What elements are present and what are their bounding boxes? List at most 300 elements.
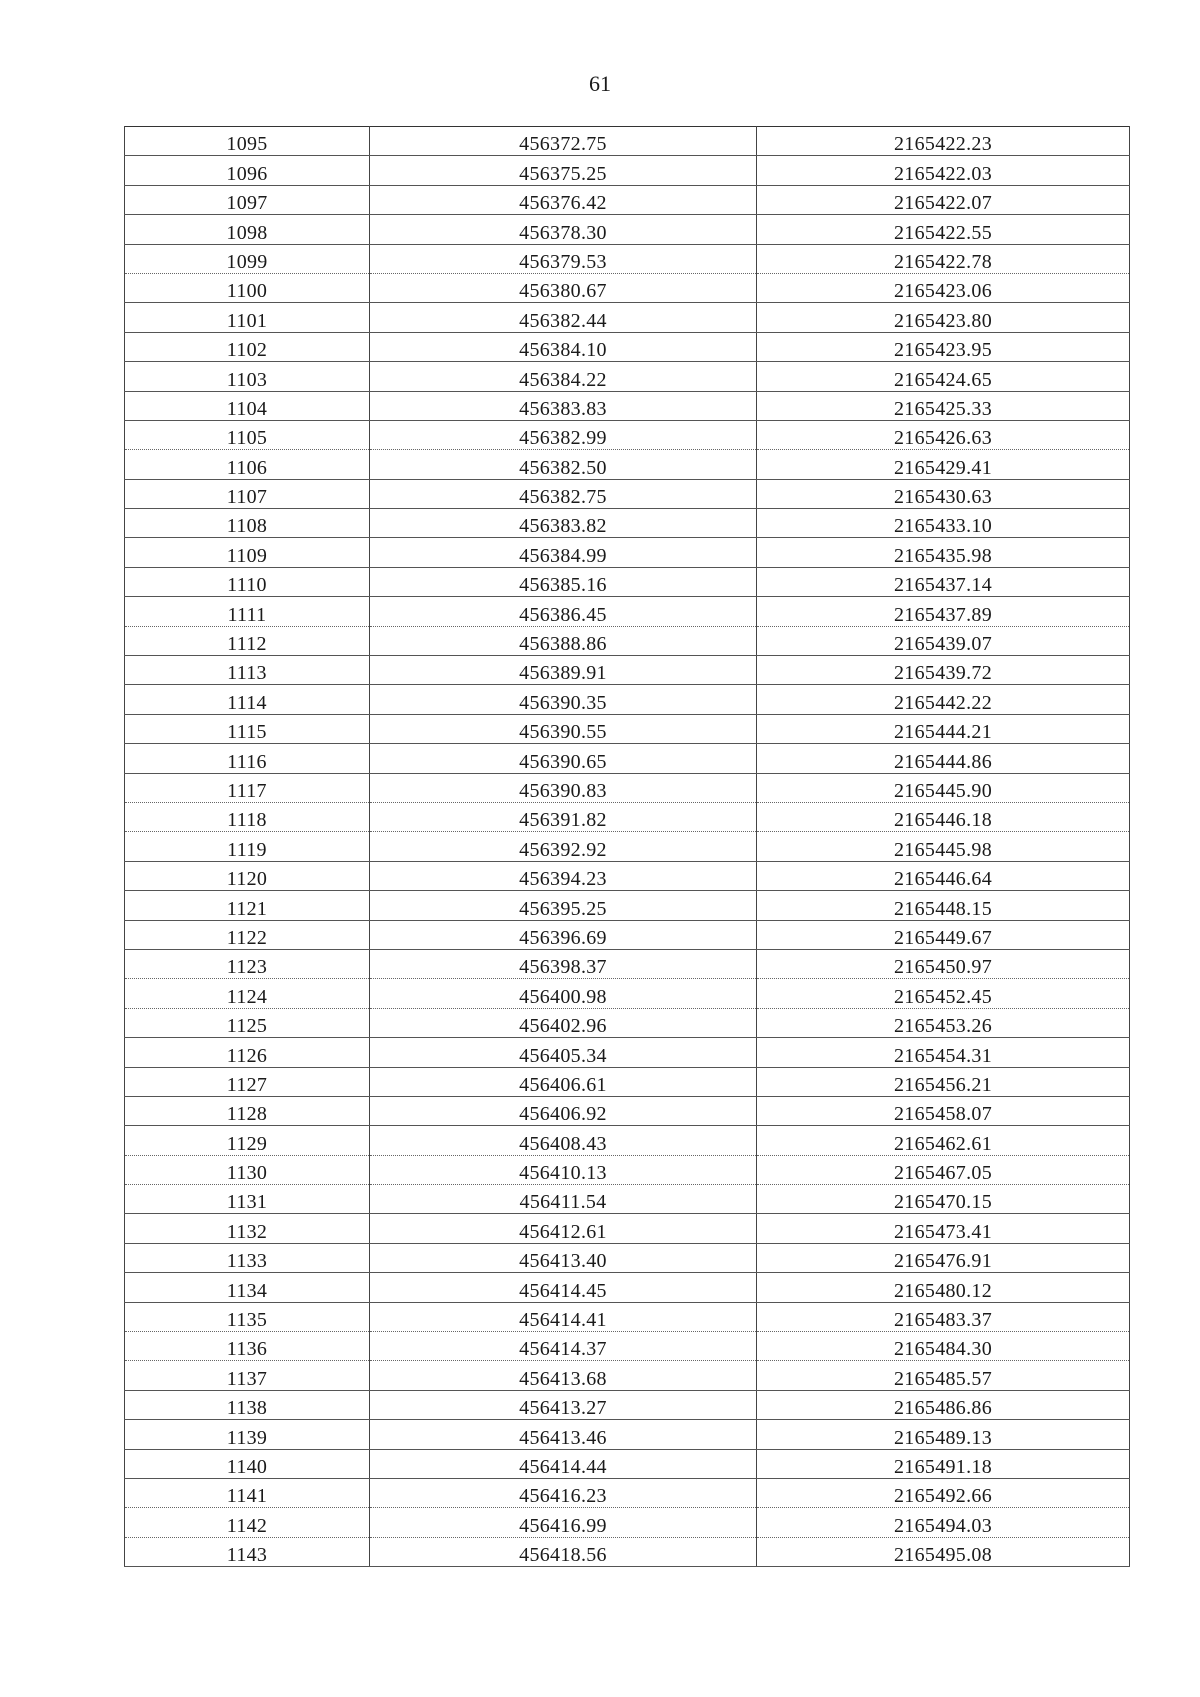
x-coordinate-cell <box>370 685 757 714</box>
y-coordinate-value: 2165485.57 <box>894 1367 992 1390</box>
table-row <box>125 1273 1130 1302</box>
point-id-value: 1124 <box>226 985 268 1008</box>
y-coordinate-cell <box>757 509 1130 538</box>
y-coordinate-cell <box>757 920 1130 949</box>
table-row <box>125 1185 1130 1214</box>
y-coordinate-value: 2165446.18 <box>894 809 992 832</box>
x-coordinate-cell <box>370 802 757 831</box>
y-coordinate-cell <box>757 1243 1130 1272</box>
table-row <box>125 362 1130 391</box>
point-id-cell <box>125 1537 370 1566</box>
y-coordinate-cell <box>757 1126 1130 1155</box>
x-coordinate-value: 456418.56 <box>519 1544 607 1567</box>
point-id-value: 1107 <box>226 486 268 509</box>
y-coordinate-cell <box>757 362 1130 391</box>
x-coordinate-value: 456394.23 <box>519 868 607 891</box>
point-id-cell <box>125 1243 370 1272</box>
y-coordinate-cell <box>757 156 1130 185</box>
y-coordinate-cell <box>757 479 1130 508</box>
x-coordinate-cell <box>370 597 757 626</box>
table-row <box>125 597 1130 626</box>
table-row <box>125 1126 1130 1155</box>
y-coordinate-value: 2165423.06 <box>894 280 992 303</box>
x-coordinate-cell <box>370 1302 757 1331</box>
x-coordinate-cell <box>370 920 757 949</box>
y-coordinate-cell <box>757 1302 1130 1331</box>
y-coordinate-value: 2165429.41 <box>894 456 992 479</box>
x-coordinate-cell <box>370 1126 757 1155</box>
table-row <box>125 303 1130 332</box>
x-coordinate-cell <box>370 1449 757 1478</box>
point-id-value: 1098 <box>226 221 268 244</box>
table-row <box>125 744 1130 773</box>
y-coordinate-value: 2165422.03 <box>894 162 992 185</box>
y-coordinate-value: 2165492.66 <box>894 1485 992 1508</box>
y-coordinate-cell <box>757 391 1130 420</box>
y-coordinate-cell <box>757 714 1130 743</box>
point-id-value: 1142 <box>226 1514 268 1537</box>
table-row <box>125 567 1130 596</box>
y-coordinate-value: 2165435.98 <box>894 544 992 567</box>
x-coordinate-cell <box>370 832 757 861</box>
x-coordinate-value: 456390.65 <box>519 750 607 773</box>
y-coordinate-value: 2165458.07 <box>894 1103 992 1126</box>
y-coordinate-value: 2165442.22 <box>894 691 992 714</box>
x-coordinate-value: 456383.83 <box>519 397 607 420</box>
x-coordinate-cell <box>370 744 757 773</box>
point-id-cell <box>125 215 370 244</box>
x-coordinate-cell <box>370 332 757 361</box>
point-id-cell <box>125 1155 370 1184</box>
point-id-value: 1120 <box>226 868 268 891</box>
x-coordinate-value: 456392.92 <box>519 838 607 861</box>
table-row <box>125 1096 1130 1125</box>
x-coordinate-value: 456388.86 <box>519 633 607 656</box>
y-coordinate-cell <box>757 1478 1130 1507</box>
x-coordinate-value: 456382.75 <box>519 486 607 509</box>
x-coordinate-cell <box>370 1243 757 1272</box>
point-id-value: 1097 <box>226 192 268 215</box>
point-id-value: 1130 <box>226 1162 268 1185</box>
y-coordinate-value: 2165422.07 <box>894 192 992 215</box>
x-coordinate-value: 456405.34 <box>519 1044 607 1067</box>
y-coordinate-cell <box>757 567 1130 596</box>
x-coordinate-cell <box>370 861 757 890</box>
point-id-value: 1108 <box>226 515 268 538</box>
y-coordinate-cell <box>757 1096 1130 1125</box>
y-coordinate-cell <box>757 127 1130 156</box>
point-id-cell <box>125 1302 370 1331</box>
table-row <box>125 1008 1130 1037</box>
table-row <box>125 127 1130 156</box>
y-coordinate-value: 2165423.95 <box>894 339 992 362</box>
y-coordinate-cell <box>757 656 1130 685</box>
x-coordinate-cell <box>370 626 757 655</box>
point-id-value: 1137 <box>226 1367 268 1390</box>
x-coordinate-cell <box>370 567 757 596</box>
point-id-cell <box>125 479 370 508</box>
x-coordinate-value: 456375.25 <box>519 162 607 185</box>
x-coordinate-cell <box>370 1067 757 1096</box>
x-coordinate-cell <box>370 273 757 302</box>
y-coordinate-value: 2165494.03 <box>894 1514 992 1537</box>
x-coordinate-value: 456390.35 <box>519 691 607 714</box>
x-coordinate-value: 456406.61 <box>519 1073 607 1096</box>
x-coordinate-value: 456408.43 <box>519 1132 607 1155</box>
point-id-cell <box>125 1008 370 1037</box>
x-coordinate-value: 456376.42 <box>519 192 607 215</box>
point-id-value: 1117 <box>227 779 267 802</box>
y-coordinate-cell <box>757 597 1130 626</box>
x-coordinate-value: 456414.37 <box>519 1338 607 1361</box>
point-id-value: 1096 <box>226 162 268 185</box>
x-coordinate-cell <box>370 1214 757 1243</box>
y-coordinate-cell <box>757 1361 1130 1390</box>
point-id-value: 1126 <box>226 1044 268 1067</box>
x-coordinate-value: 456414.41 <box>519 1309 607 1332</box>
y-coordinate-value: 2165445.90 <box>894 779 992 802</box>
table-row <box>125 215 1130 244</box>
x-coordinate-value: 456402.96 <box>519 1015 607 1038</box>
y-coordinate-cell <box>757 215 1130 244</box>
x-coordinate-cell <box>370 538 757 567</box>
x-coordinate-value: 456398.37 <box>519 956 607 979</box>
y-coordinate-cell <box>757 949 1130 978</box>
y-coordinate-cell <box>757 1067 1130 1096</box>
y-coordinate-cell <box>757 626 1130 655</box>
point-id-value: 1100 <box>226 280 268 303</box>
point-id-cell <box>125 362 370 391</box>
coordinates-table-body <box>125 127 1130 1567</box>
x-coordinate-value: 456413.40 <box>519 1250 607 1273</box>
point-id-cell <box>125 1390 370 1419</box>
point-id-value: 1118 <box>227 809 267 832</box>
y-coordinate-cell <box>757 185 1130 214</box>
table-row <box>125 656 1130 685</box>
table-row <box>125 420 1130 449</box>
x-coordinate-value: 456383.82 <box>519 515 607 538</box>
x-coordinate-value: 456384.10 <box>519 339 607 362</box>
y-coordinate-cell <box>757 1155 1130 1184</box>
point-id-value: 1143 <box>226 1544 268 1567</box>
point-id-value: 1112 <box>227 633 267 656</box>
point-id-value: 1111 <box>227 603 267 626</box>
y-coordinate-cell <box>757 1273 1130 1302</box>
point-id-value: 1099 <box>226 250 268 273</box>
point-id-cell <box>125 244 370 273</box>
point-id-cell <box>125 949 370 978</box>
x-coordinate-cell <box>370 450 757 479</box>
point-id-value: 1095 <box>226 133 268 156</box>
x-coordinate-cell <box>370 1390 757 1419</box>
coordinates-table <box>124 126 1130 1567</box>
y-coordinate-value: 2165476.91 <box>894 1250 992 1273</box>
y-coordinate-cell <box>757 979 1130 1008</box>
x-coordinate-cell <box>370 1273 757 1302</box>
x-coordinate-value: 456380.67 <box>519 280 607 303</box>
y-coordinate-cell <box>757 802 1130 831</box>
table-row <box>125 1478 1130 1507</box>
table-row <box>125 1038 1130 1067</box>
point-id-cell <box>125 1185 370 1214</box>
page-number: 61 <box>589 71 611 96</box>
point-id-cell <box>125 1420 370 1449</box>
y-coordinate-value: 2165450.97 <box>894 956 992 979</box>
point-id-value: 1102 <box>226 339 268 362</box>
point-id-cell <box>125 714 370 743</box>
point-id-value: 1127 <box>226 1073 268 1096</box>
y-coordinate-value: 2165452.45 <box>894 985 992 1008</box>
x-coordinate-cell <box>370 656 757 685</box>
y-coordinate-value: 2165448.15 <box>894 897 992 920</box>
y-coordinate-cell <box>757 1185 1130 1214</box>
table-row <box>125 1302 1130 1331</box>
x-coordinate-value: 456416.99 <box>519 1514 607 1537</box>
x-coordinate-cell <box>370 1332 757 1361</box>
x-coordinate-cell <box>370 391 757 420</box>
y-coordinate-value: 2165483.37 <box>894 1309 992 1332</box>
x-coordinate-cell <box>370 420 757 449</box>
point-id-cell <box>125 450 370 479</box>
x-coordinate-value: 456396.69 <box>519 926 607 949</box>
y-coordinate-value: 2165449.67 <box>894 926 992 949</box>
point-id-cell <box>125 273 370 302</box>
table-row <box>125 685 1130 714</box>
y-coordinate-value: 2165426.63 <box>894 427 992 450</box>
table-row <box>125 1449 1130 1478</box>
x-coordinate-value: 456389.91 <box>519 662 607 685</box>
y-coordinate-cell <box>757 1008 1130 1037</box>
point-id-value: 1109 <box>226 544 268 567</box>
x-coordinate-cell <box>370 215 757 244</box>
point-id-cell <box>125 391 370 420</box>
y-coordinate-cell <box>757 450 1130 479</box>
table-row <box>125 1067 1130 1096</box>
x-coordinate-value: 456413.46 <box>519 1426 607 1449</box>
x-coordinate-cell <box>370 1361 757 1390</box>
point-id-cell <box>125 185 370 214</box>
x-coordinate-value: 456395.25 <box>519 897 607 920</box>
x-coordinate-value: 456410.13 <box>519 1162 607 1185</box>
table-row <box>125 1508 1130 1537</box>
y-coordinate-cell <box>757 273 1130 302</box>
y-coordinate-value: 2165444.21 <box>894 721 992 744</box>
table-row <box>125 156 1130 185</box>
point-id-value: 1141 <box>226 1485 268 1508</box>
point-id-cell <box>125 1067 370 1096</box>
x-coordinate-cell <box>370 714 757 743</box>
y-coordinate-value: 2165454.31 <box>894 1044 992 1067</box>
point-id-value: 1135 <box>226 1309 268 1332</box>
table-row <box>125 1243 1130 1272</box>
x-coordinate-value: 456413.68 <box>519 1367 607 1390</box>
y-coordinate-value: 2165467.05 <box>894 1162 992 1185</box>
point-id-cell <box>125 920 370 949</box>
y-coordinate-value: 2165439.07 <box>894 633 992 656</box>
x-coordinate-value: 456400.98 <box>519 985 607 1008</box>
point-id-cell <box>125 509 370 538</box>
point-id-cell <box>125 127 370 156</box>
point-id-cell <box>125 156 370 185</box>
table-row <box>125 1537 1130 1566</box>
point-id-cell <box>125 1361 370 1390</box>
x-coordinate-cell <box>370 185 757 214</box>
point-id-value: 1139 <box>226 1426 268 1449</box>
table-row <box>125 1420 1130 1449</box>
point-id-cell <box>125 891 370 920</box>
point-id-cell <box>125 861 370 890</box>
y-coordinate-value: 2165480.12 <box>894 1279 992 1302</box>
point-id-value: 1103 <box>226 368 268 391</box>
point-id-value: 1101 <box>226 309 268 332</box>
x-coordinate-value: 456412.61 <box>519 1220 607 1243</box>
point-id-cell <box>125 1214 370 1243</box>
table-row <box>125 861 1130 890</box>
table-row <box>125 891 1130 920</box>
point-id-cell <box>125 626 370 655</box>
x-coordinate-cell <box>370 1508 757 1537</box>
point-id-value: 1105 <box>226 427 268 450</box>
x-coordinate-cell <box>370 362 757 391</box>
table-row <box>125 509 1130 538</box>
table-row <box>125 626 1130 655</box>
table-row <box>125 332 1130 361</box>
x-coordinate-cell <box>370 1537 757 1566</box>
point-id-cell <box>125 773 370 802</box>
y-coordinate-cell <box>757 303 1130 332</box>
table-row <box>125 1155 1130 1184</box>
point-id-cell <box>125 1096 370 1125</box>
point-id-value: 1110 <box>227 574 267 597</box>
point-id-value: 1138 <box>226 1397 268 1420</box>
point-id-cell <box>125 1478 370 1507</box>
point-id-value: 1140 <box>226 1455 268 1478</box>
point-id-cell <box>125 538 370 567</box>
point-id-cell <box>125 1273 370 1302</box>
y-coordinate-cell <box>757 832 1130 861</box>
x-coordinate-value: 456411.54 <box>519 1191 607 1214</box>
x-coordinate-cell <box>370 509 757 538</box>
point-id-value: 1113 <box>227 662 267 685</box>
x-coordinate-value: 456391.82 <box>519 809 607 832</box>
x-coordinate-cell <box>370 1008 757 1037</box>
point-id-value: 1119 <box>227 838 267 861</box>
x-coordinate-value: 456406.92 <box>519 1103 607 1126</box>
y-coordinate-cell <box>757 332 1130 361</box>
point-id-value: 1122 <box>226 926 268 949</box>
y-coordinate-cell <box>757 1420 1130 1449</box>
y-coordinate-value: 2165444.86 <box>894 750 992 773</box>
point-id-cell <box>125 832 370 861</box>
y-coordinate-value: 2165422.78 <box>894 250 992 273</box>
x-coordinate-cell <box>370 1185 757 1214</box>
y-coordinate-cell <box>757 861 1130 890</box>
y-coordinate-value: 2165437.89 <box>894 603 992 626</box>
x-coordinate-cell <box>370 1478 757 1507</box>
point-id-cell <box>125 802 370 831</box>
table-row <box>125 185 1130 214</box>
y-coordinate-cell <box>757 1214 1130 1243</box>
point-id-value: 1106 <box>226 456 268 479</box>
y-coordinate-cell <box>757 1038 1130 1067</box>
x-coordinate-value: 456390.83 <box>519 779 607 802</box>
point-id-value: 1136 <box>226 1338 268 1361</box>
x-coordinate-cell <box>370 891 757 920</box>
y-coordinate-value: 2165423.80 <box>894 309 992 332</box>
y-coordinate-cell <box>757 1537 1130 1566</box>
point-id-cell <box>125 1449 370 1478</box>
x-coordinate-value: 456379.53 <box>519 250 607 273</box>
x-coordinate-value: 456385.16 <box>519 574 607 597</box>
point-id-value: 1134 <box>226 1279 268 1302</box>
y-coordinate-value: 2165433.10 <box>894 515 992 538</box>
y-coordinate-value: 2165489.13 <box>894 1426 992 1449</box>
y-coordinate-cell <box>757 891 1130 920</box>
x-coordinate-cell <box>370 1155 757 1184</box>
y-coordinate-value: 2165439.72 <box>894 662 992 685</box>
point-id-cell <box>125 332 370 361</box>
table-row <box>125 832 1130 861</box>
point-id-value: 1125 <box>226 1015 268 1038</box>
x-coordinate-value: 456390.55 <box>519 721 607 744</box>
x-coordinate-cell <box>370 1420 757 1449</box>
x-coordinate-cell <box>370 244 757 273</box>
point-id-cell <box>125 303 370 332</box>
y-coordinate-value: 2165437.14 <box>894 574 992 597</box>
table-row <box>125 1390 1130 1419</box>
point-id-value: 1121 <box>226 897 268 920</box>
y-coordinate-cell <box>757 1390 1130 1419</box>
y-coordinate-value: 2165470.15 <box>894 1191 992 1214</box>
table-row <box>125 773 1130 802</box>
table-row <box>125 244 1130 273</box>
point-id-cell <box>125 656 370 685</box>
x-coordinate-value: 456384.99 <box>519 544 607 567</box>
point-id-value: 1114 <box>227 691 267 714</box>
x-coordinate-cell <box>370 479 757 508</box>
point-id-value: 1131 <box>226 1191 268 1214</box>
y-coordinate-cell <box>757 420 1130 449</box>
x-coordinate-cell <box>370 949 757 978</box>
y-coordinate-value: 2165422.55 <box>894 221 992 244</box>
table-row <box>125 391 1130 420</box>
y-coordinate-value: 2165462.61 <box>894 1132 992 1155</box>
point-id-cell <box>125 1038 370 1067</box>
x-coordinate-cell <box>370 1096 757 1125</box>
y-coordinate-cell <box>757 744 1130 773</box>
x-coordinate-value: 456378.30 <box>519 221 607 244</box>
table-row <box>125 714 1130 743</box>
x-coordinate-cell <box>370 1038 757 1067</box>
y-coordinate-value: 2165484.30 <box>894 1338 992 1361</box>
x-coordinate-cell <box>370 979 757 1008</box>
x-coordinate-value: 456416.23 <box>519 1485 607 1508</box>
point-id-value: 1133 <box>226 1250 268 1273</box>
point-id-value: 1128 <box>226 1103 268 1126</box>
point-id-cell <box>125 1126 370 1155</box>
point-id-value: 1132 <box>226 1220 268 1243</box>
table-row <box>125 802 1130 831</box>
y-coordinate-value: 2165446.64 <box>894 868 992 891</box>
table-row <box>125 949 1130 978</box>
x-coordinate-value: 456413.27 <box>519 1397 607 1420</box>
x-coordinate-value: 456384.22 <box>519 368 607 391</box>
point-id-cell <box>125 420 370 449</box>
y-coordinate-value: 2165453.26 <box>894 1015 992 1038</box>
y-coordinate-value: 2165424.65 <box>894 368 992 391</box>
y-coordinate-cell <box>757 538 1130 567</box>
y-coordinate-cell <box>757 244 1130 273</box>
